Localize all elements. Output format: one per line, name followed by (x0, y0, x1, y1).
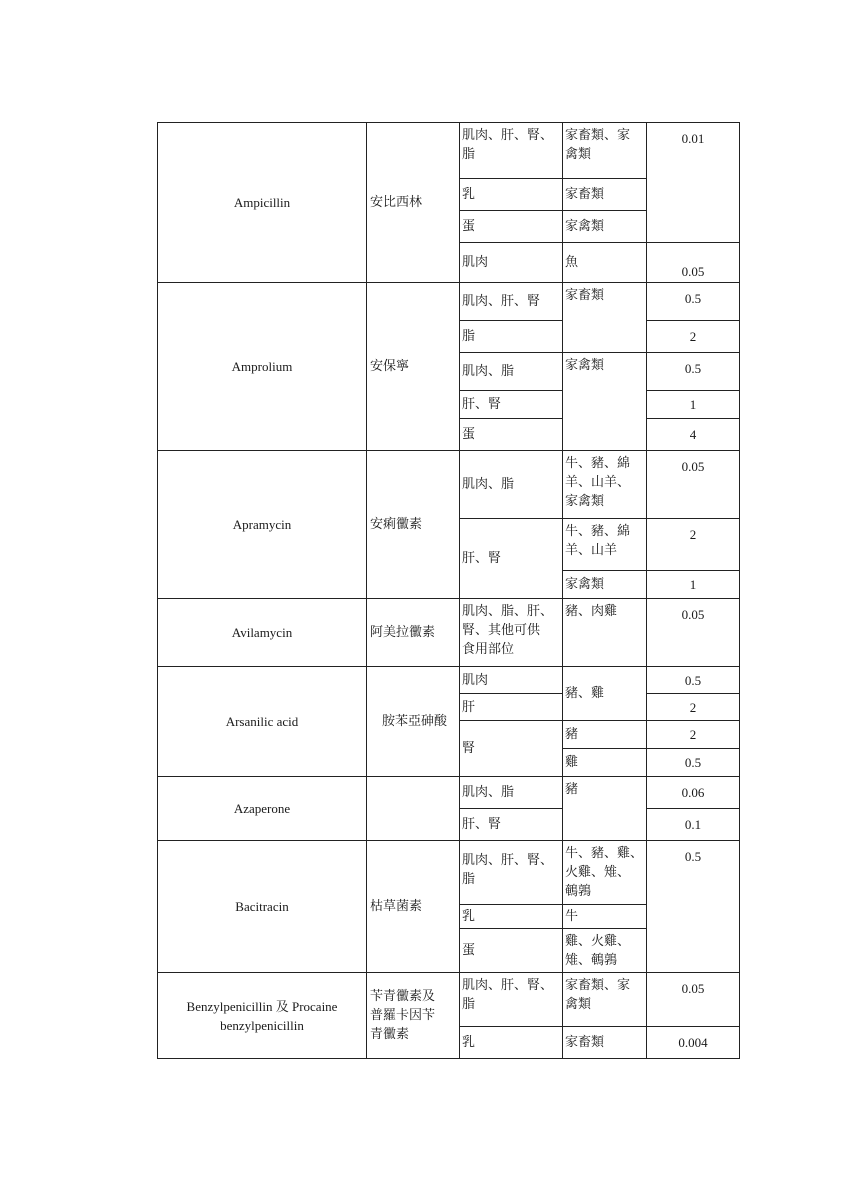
species-cell: 家禽類 (563, 571, 647, 599)
residue-limit-table (157, 122, 740, 1059)
species-cell: 家畜類 (563, 179, 647, 211)
tissue-cell: 肌肉、脂 (460, 353, 563, 391)
table-row (158, 123, 740, 179)
mrl-cell: 0.05 (647, 451, 740, 519)
tissue-cell: 肌肉 (460, 243, 563, 283)
tissue-cell: 乳 (460, 905, 563, 929)
species-cell: 豬 (563, 777, 647, 841)
species-cell: 牛、豬、雞、 火雞、雉、 鵪鶉 (563, 841, 647, 905)
species-cell: 牛 (563, 905, 647, 929)
mrl-cell: 0.5 (647, 283, 740, 321)
species-cell: 家禽類 (563, 211, 647, 243)
tissue-cell: 乳 (460, 1027, 563, 1059)
species-cell: 家畜類、家 禽類 (563, 123, 647, 179)
mrl-cell: 1 (647, 571, 740, 599)
table-row (158, 973, 740, 1027)
tissue-cell: 蛋 (460, 929, 563, 973)
table-row (158, 599, 740, 667)
drug-name-zh: 安比西林 (367, 123, 460, 283)
tissue-cell: 肝、腎 (460, 809, 563, 841)
mrl-cell: 0.5 (647, 667, 740, 694)
drug-name-en: Azaperone (158, 777, 367, 841)
drug-name-zh: 安痢黴素 (367, 451, 460, 599)
mrl-cell: 2 (647, 721, 740, 749)
drug-name-zh: 胺苯亞砷酸 (367, 667, 460, 777)
tissue-cell: 肌肉、脂、肝、 腎、其他可供 食用部位 (460, 599, 563, 667)
tissue-cell: 肌肉、肝、腎 (460, 283, 563, 321)
mrl-cell: 2 (647, 519, 740, 571)
mrl-cell: 0.05 (647, 599, 740, 667)
drug-name-en: Ampicillin (158, 123, 367, 283)
drug-name-en: Arsanilic acid (158, 667, 367, 777)
species-cell: 雞 (563, 749, 647, 777)
mrl-cell: 0.01 (647, 123, 740, 243)
species-cell: 牛、豬、綿 羊、山羊 (563, 519, 647, 571)
drug-name-en: Apramycin (158, 451, 367, 599)
species-cell: 家畜類 (563, 283, 647, 353)
mrl-cell: 0.5 (647, 353, 740, 391)
tissue-cell: 肌肉、肝、腎、 脂 (460, 973, 563, 1027)
table-row (158, 841, 740, 905)
tissue-cell: 肝、腎 (460, 519, 563, 599)
tissue-cell: 腎 (460, 721, 563, 777)
species-cell: 家禽類 (563, 353, 647, 451)
table-row (158, 777, 740, 809)
tissue-cell: 肌肉、肝、腎、 脂 (460, 123, 563, 179)
mrl-cell: 0.05 (647, 243, 740, 283)
drug-name-en: Bacitracin (158, 841, 367, 973)
species-cell: 豬、雞 (563, 667, 647, 721)
species-cell: 雞、火雞、 雉、鵪鶉 (563, 929, 647, 973)
tissue-cell: 肌肉、脂 (460, 777, 563, 809)
tissue-cell: 蛋 (460, 419, 563, 451)
species-cell: 牛、豬、綿 羊、山羊、 家禽類 (563, 451, 647, 519)
mrl-cell: 4 (647, 419, 740, 451)
species-cell: 豬 (563, 721, 647, 749)
species-cell: 家畜類、家 禽類 (563, 973, 647, 1027)
drug-name-en: Benzylpenicillin 及 Procaine benzylpenicillin (158, 973, 367, 1059)
species-cell: 家畜類 (563, 1027, 647, 1059)
tissue-cell: 肝 (460, 694, 563, 721)
mrl-cell: 0.004 (647, 1027, 740, 1059)
mrl-cell: 0.1 (647, 809, 740, 841)
mrl-cell: 0.06 (647, 777, 740, 809)
drug-name-zh (367, 777, 460, 841)
drug-name-en: Avilamycin (158, 599, 367, 667)
mrl-cell: 2 (647, 321, 740, 353)
mrl-cell: 1 (647, 391, 740, 419)
drug-name-zh: 阿美拉黴素 (367, 599, 460, 667)
tissue-cell: 肌肉、肝、腎、 脂 (460, 841, 563, 905)
drug-name-zh: 安保寧 (367, 283, 460, 451)
species-cell: 豬、肉雞 (563, 599, 647, 667)
table-row (158, 283, 740, 321)
drug-name-zh: 苄青黴素及 普羅卡因苄 青黴素 (367, 973, 460, 1059)
tissue-cell: 脂 (460, 321, 563, 353)
mrl-cell: 0.5 (647, 749, 740, 777)
species-cell: 魚 (563, 243, 647, 283)
tissue-cell: 乳 (460, 179, 563, 211)
mrl-cell: 0.05 (647, 973, 740, 1027)
table-row (158, 667, 740, 694)
drug-name-zh: 枯草菌素 (367, 841, 460, 973)
tissue-cell: 肝、腎 (460, 391, 563, 419)
tissue-cell: 蛋 (460, 211, 563, 243)
tissue-cell: 肌肉、脂 (460, 451, 563, 519)
table-row (158, 451, 740, 519)
mrl-cell: 2 (647, 694, 740, 721)
tissue-cell: 肌肉 (460, 667, 563, 694)
drug-name-en: Amprolium (158, 283, 367, 451)
mrl-cell: 0.5 (647, 841, 740, 973)
